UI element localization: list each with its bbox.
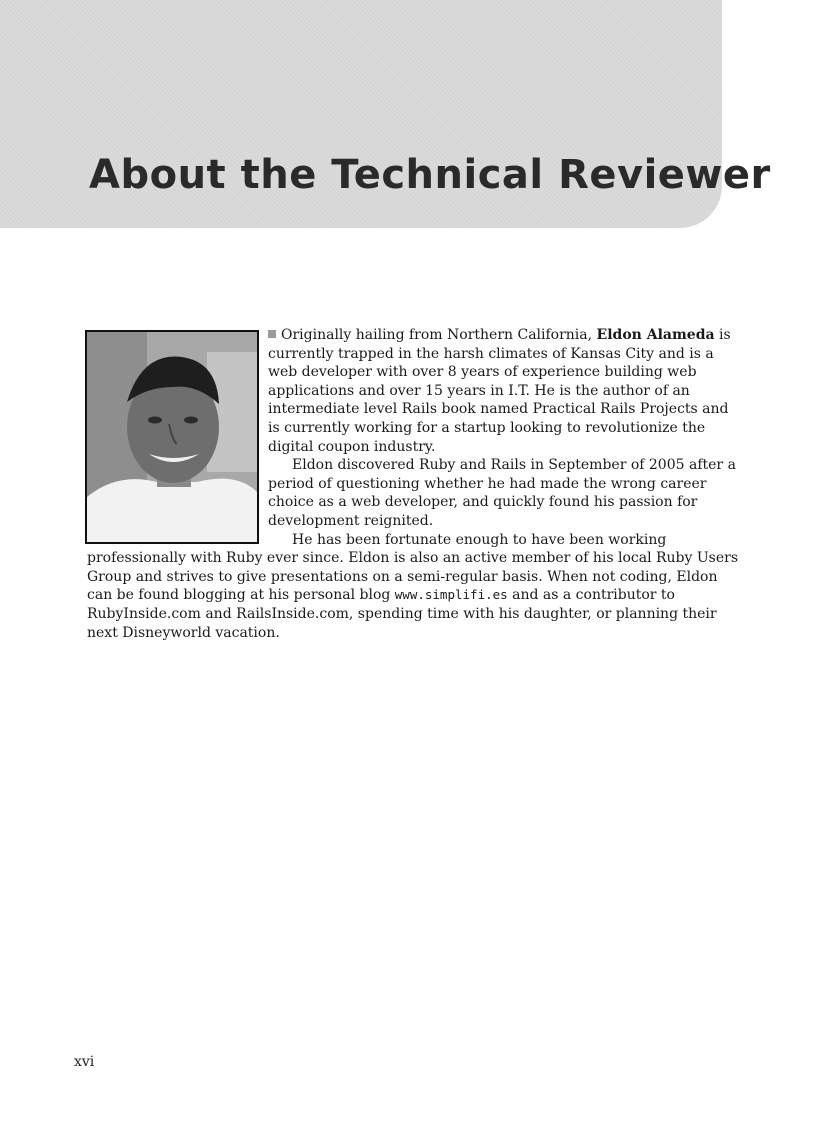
- bio-paragraph-2: Eldon discovered Ruby and Rails in September of 2005 after a period of questioning whether he had made the wrong career choice as a web developer, and quickly found his passion for development reignited.: [268, 457, 736, 529]
- blog-url: www.simplifi.es: [394, 587, 508, 603]
- square-bullet-icon: [268, 330, 276, 338]
- photo-spacer: [87, 326, 268, 549]
- bio-paragraph-1: Originally hailing from Northern California, Eldon Alameda is currently trapped in the harsh climates of Kansas City and is a web developer with over 8 years of experience building web applications and over 15 years in I.T. He is the author of an intermediate level Rails book named Practical Rails Projects and is currently working for a startup looking to revolutionize the digital coupon industry.: [268, 327, 731, 455]
- bio-paragraph-3: He has been fortunate enough to have been working professionally with Ruby ever since. Eldon is also an active member of his local Ruby Users Group and strives to give presentations on a semi-regular basis. When not coding, Eldon can be found blogging at his personal blog www.simplifi.es and as a contributor to RubyInside.com and RailsInside.com, spending time with his daughter, or planning their next Disneyworld vacation.: [87, 531, 739, 641]
- reviewer-bio: [87, 326, 742, 642]
- chapter-title: About the Technical Reviewer: [89, 152, 771, 198]
- page-number: xvi: [74, 1054, 95, 1070]
- reviewer-name: Eldon Alameda: [596, 327, 715, 343]
